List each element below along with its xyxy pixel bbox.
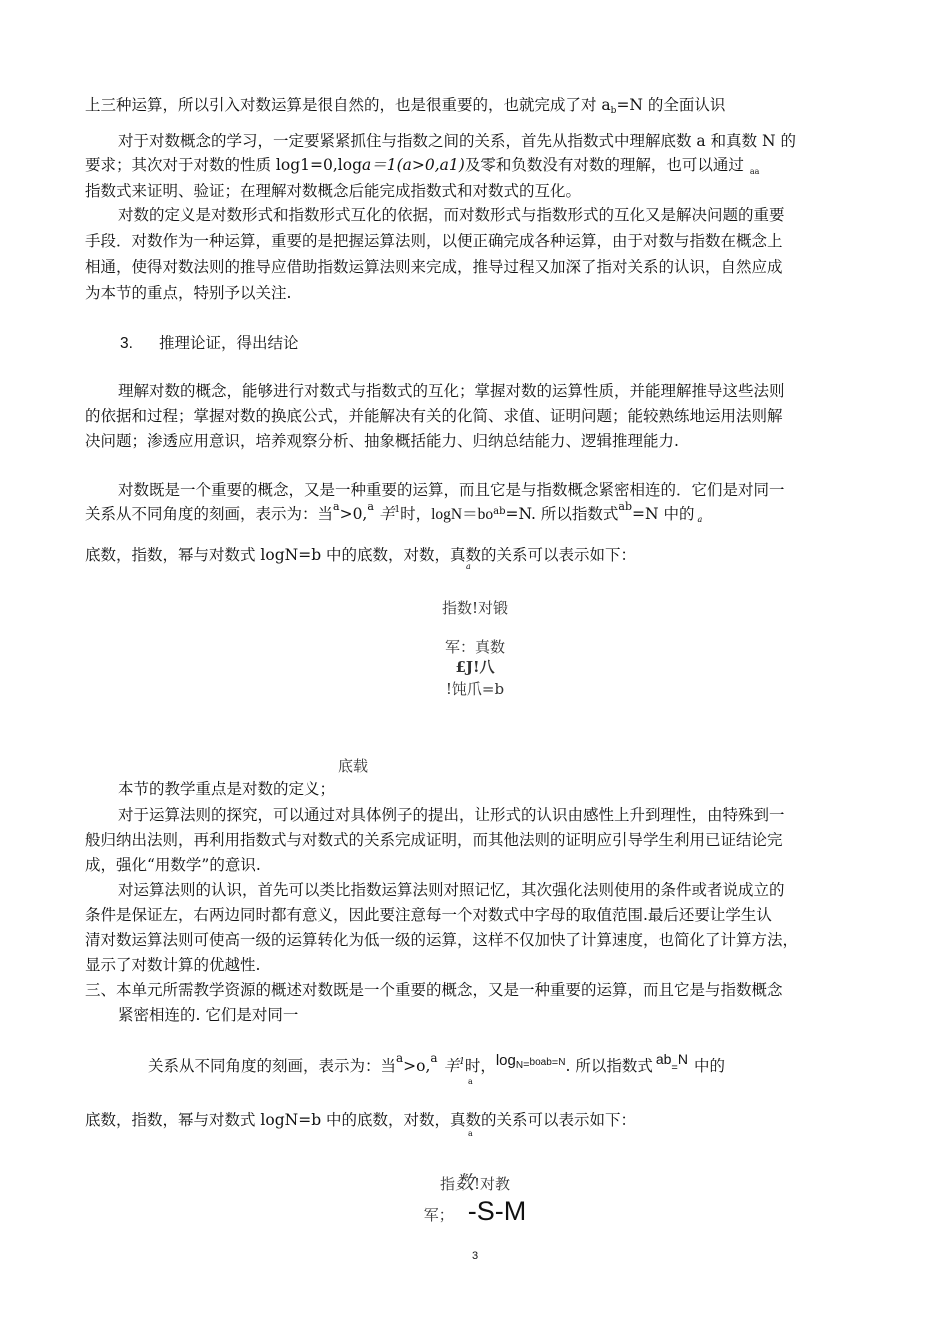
subscript: boab (529, 1057, 552, 1068)
text: >o, (403, 1057, 431, 1075)
superscript: ab (655, 1051, 672, 1067)
section-title: 推理论证，得出结论 (158, 334, 299, 352)
paragraph-line: 显示了对数计算的优越性. (85, 956, 261, 974)
paragraph-line (85, 500, 703, 527)
paragraph-line: 对于对数概念的学习，一定要紧紧抓住与指数之间的关系，首先从指数式中理解底数 a 和真数 N 的 (118, 132, 797, 150)
paragraph-line (148, 1051, 725, 1079)
subscript: a (697, 515, 703, 524)
superscript: a (396, 1051, 404, 1065)
paragraph-line: 条件是保证左，右两边同时都有意义，因此要注意每一个对数式中字母的取值范围.最后还要让学生认 (85, 906, 772, 924)
formula: log (495, 1052, 516, 1069)
text: =N. 所以指数式 (505, 505, 619, 523)
paragraph-line: 手段．对数作为一种运算，重要的是把握运算法则，以便正确完成各种运算，由于对数与指数在概念上 (85, 232, 783, 250)
formula: a＝1(a>0,a1) (362, 156, 465, 174)
paragraph-line: 对于运算法则的探究，可以通过对具体例子的提出，让形式的认识由感性上升到理性，由特殊到一 (118, 806, 785, 824)
text: 指 (439, 1175, 455, 1193)
paragraph-line: 相通，使得对数法则的推导应借助指数运算法则来完成，推导过程又加深了指对关系的认识，自然应成 (85, 258, 783, 276)
text: !对教 (474, 1175, 511, 1193)
superscript: 1 (394, 505, 401, 515)
text: = (551, 1057, 559, 1069)
text: 上三种运算，所以引入对数运算是很自然的，也是很重要的，也就完成了对 a (85, 96, 611, 114)
superscript: N (677, 1051, 688, 1067)
text: =N 的全面认识 (616, 96, 726, 114)
subscript: a (466, 562, 471, 571)
small-text: aa (749, 167, 760, 176)
section-heading: 三、本单元所需教学资源的概述对数既是一个重要的概念，又是一种重要的运算，而且它是与指数概念 (85, 981, 783, 999)
text: 时， (464, 1057, 496, 1075)
paragraph-line: 对数既是一个重要的概念，又是一种重要的运算，而且它是与指数概念紧密相连的．它们是对同一 (118, 481, 785, 499)
text: . 所以指数式 (565, 1057, 653, 1075)
text: 关系从不同角度的刻画，表示为：当 (85, 505, 334, 523)
figure-label: £J!八 (455, 658, 495, 676)
paragraph-line: 成，强化“用数学”的意识. (85, 856, 261, 874)
paragraph-line: 对数的定义是对数形式和指数形式互化的依据，而对数形式与指数形式的互化又是解决问题的重要 (118, 206, 785, 224)
paragraph-line: 为本节的重点，特别予以关注. (85, 284, 292, 302)
text: 军； (423, 1206, 454, 1224)
superscript: ab (493, 506, 506, 517)
subscript: b (610, 106, 617, 116)
paragraph-line: 的依据和过程；掌握对数的换底公式，并能解决有关的化简、求值、证明问题；能较熟练地运用法则解 (85, 407, 783, 425)
text: 及零和负数没有对数的理解，也可以通过 (464, 156, 744, 174)
text: 要求；其次对于对数的性质 log1=0,log (85, 156, 362, 174)
superscript: ab (618, 500, 633, 513)
superscript: a (367, 500, 374, 513)
paragraph-line: 底数，指数，幂与对数式 logN=b 中的底数，对数，真数的关系可以表示如下： (85, 1111, 637, 1129)
text: 中的 (693, 1057, 725, 1075)
figure-label (0, 1194, 950, 1232)
text: 数 (454, 1172, 474, 1194)
paragraph-line: 对运算法则的认识，首先可以类比指数运算法则对照记忆，其次强化法则使用的条件或者说成立的 (118, 881, 785, 899)
paragraph-line: 本节的教学重点是对数的定义； (118, 780, 336, 798)
text: = (523, 1059, 530, 1071)
formula: 时，logN＝bo (400, 506, 494, 523)
section-heading (120, 333, 298, 354)
text: -S-M (467, 1196, 527, 1226)
figure-label: 军：真数 (444, 638, 505, 656)
text: = (671, 1062, 678, 1074)
text: 羊 (443, 1057, 460, 1075)
paragraph-line: 般归纳出法则，再利用指数式与对数式的关系完成证明，而其他法则的证明应引导学生利用已证结论完 (85, 831, 783, 849)
paragraph-line: 清对数运算法则可使高一级的运算转化为低一级的运算，这样不仅加快了计算速度，也简化了计算方法， (85, 931, 799, 949)
figure-label: !饨爪=b (445, 680, 505, 698)
subscript: a (468, 1077, 473, 1086)
section-number: 3. (120, 335, 133, 352)
superscript: 1 (459, 1057, 465, 1067)
page-number: 3 (471, 1250, 479, 1262)
subscript: a (468, 1129, 473, 1138)
subscript: N (558, 1057, 566, 1068)
figure-label (0, 1168, 950, 1195)
subscript: N (515, 1060, 524, 1071)
paragraph-line: 底数，指数，幂与对数式 logN=b 中的底数，对数，真数的关系可以表示如下： (85, 546, 637, 564)
paragraph-line: 理解对数的概念，能够进行对数式与指数式的互化；掌握对数的运算性质，并能理解推导这些法则 (118, 382, 785, 400)
superscript: a (333, 500, 340, 513)
paragraph-line: 指数式来证明、验证；在理解对数概念后能完成指数式和对数式的互化。 (85, 182, 582, 200)
text: 羊 (373, 505, 395, 523)
paragraph-line: 决问题；渗透应用意识，培养观察分析、抽象概括能力、归纳总结能力、逻辑推理能力. (85, 432, 679, 450)
paragraph-line (85, 95, 725, 118)
paragraph-line (85, 155, 759, 178)
text: >0, (339, 505, 368, 523)
superscript: a (430, 1051, 438, 1065)
figure-label: 指数!对锻 (441, 599, 509, 617)
text: =N 中的 (632, 505, 695, 523)
paragraph-line: 紧密相连的. 它们是对同一 (118, 1006, 299, 1024)
text: 关系从不同角度的刻画，表示为：当 (148, 1057, 397, 1075)
figure-label: 底载 (338, 757, 369, 775)
